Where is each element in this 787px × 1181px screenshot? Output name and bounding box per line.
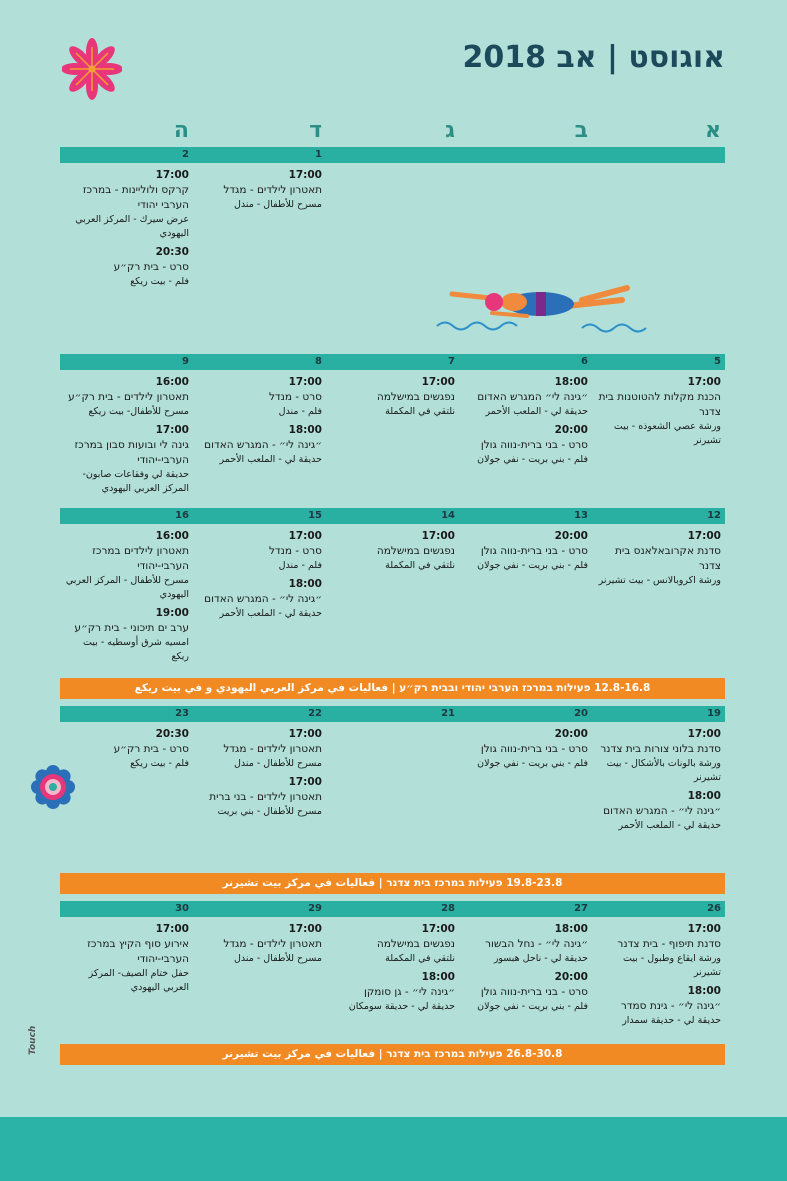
day-number: 20 — [574, 708, 588, 719]
event-title: סדנת בלוני צורות בית צדנר — [600, 743, 721, 755]
day-number: 9 — [182, 356, 189, 367]
weekday-sunday: א — [704, 118, 721, 143]
weekday-tuesday: ג — [445, 118, 455, 143]
event-title: סרט - מנדל — [268, 545, 322, 557]
day-cell — [63, 375, 189, 500]
event-title: ״גינה לי״ - המגרש האדום — [204, 593, 322, 605]
event-subtitle: فلم - مندل — [278, 560, 322, 571]
event — [63, 375, 189, 419]
event-subtitle: حديقة لي وفقاعات صابون- المركز العربي اليهودي — [82, 469, 189, 494]
event — [63, 922, 189, 995]
event — [196, 375, 322, 419]
event-time: 17:00 — [288, 530, 322, 542]
event-time: 16:00 — [155, 530, 189, 542]
day-cell — [462, 922, 588, 1018]
day-cell — [595, 727, 721, 837]
event-title: סדנת אקרובאלאנס בית צדנר — [615, 545, 721, 572]
day-number: 8 — [315, 356, 322, 367]
event-title: תאטרון לילדים - מגדל — [223, 743, 322, 755]
day-cell — [329, 529, 455, 577]
event-subtitle: نلتقي في المكملة — [385, 953, 455, 964]
day-number: 7 — [448, 356, 455, 367]
week-bar — [60, 508, 725, 524]
event-title: תאטרון לילדים - מגדל — [223, 184, 322, 196]
activity-banner: 19.8-23.8 פעילות במרכז בית צדנר | فعاليات في مركز بيت تشيرنر — [60, 873, 725, 894]
event-title: ״גינה לי״ - נחל הבשור — [485, 938, 588, 950]
event-time: 20:30 — [155, 728, 189, 740]
day-cell — [196, 727, 322, 823]
event-title: סרט - מנדל — [268, 391, 322, 403]
event-subtitle: فلم - بيت ريكع — [130, 276, 189, 287]
event-title: סדנת תיפוף - בית צדנר — [617, 938, 721, 950]
day-number: 1 — [315, 149, 322, 160]
event — [595, 922, 721, 980]
event-time: 17:00 — [687, 376, 721, 388]
day-number: 21 — [441, 708, 455, 719]
event — [196, 922, 322, 966]
event — [196, 775, 322, 819]
event-time: 16:00 — [155, 376, 189, 388]
event-subtitle: ورشة اكروبالانس - بيت تشيرنر — [598, 575, 721, 586]
event-subtitle: حديقة لي - الملعب الأحمر — [219, 608, 322, 619]
event-time: 20:00 — [554, 728, 588, 740]
event-time: 17:00 — [288, 923, 322, 935]
event-title: סרט - בני ברית-נווה גולן — [480, 439, 588, 451]
event-title: גינה לי ובועות סבון במרכז הערבי-יהודי — [74, 439, 189, 466]
event-subtitle: نلتقي في المكملة — [385, 406, 455, 417]
footer-band — [0, 1117, 787, 1181]
event-title: סרט - בני ברית-נווה גולן — [480, 743, 588, 755]
swimmer-illustration — [432, 278, 662, 336]
event-title: סרט - בית רק״ע — [113, 743, 189, 755]
event — [196, 168, 322, 212]
event-time: 20:00 — [554, 971, 588, 983]
day-number: 29 — [308, 903, 322, 914]
event-subtitle: فلم - بني بريت - نفي جولان — [477, 454, 588, 465]
day-number: 27 — [574, 903, 588, 914]
weekday-monday: ב — [574, 118, 588, 143]
event-time: 18:00 — [687, 790, 721, 802]
event-title: קרקס ולוליינות - במרכז הערבי יהודי — [82, 184, 189, 211]
weekday-header — [60, 118, 725, 144]
event-time: 17:00 — [687, 728, 721, 740]
day-cell — [196, 168, 322, 216]
event — [63, 529, 189, 602]
event — [329, 922, 455, 966]
event-time: 17:00 — [687, 530, 721, 542]
event — [63, 168, 189, 241]
day-number: 16 — [175, 510, 189, 521]
event-subtitle: حديقة لي - ناحل هبسور — [493, 953, 588, 964]
event-time: 18:00 — [554, 376, 588, 388]
event-subtitle: امسيه شرق أوسطيه - بيت ريكع — [82, 637, 189, 662]
event-subtitle: حديقة لي - حديقة سمدار — [622, 1015, 721, 1026]
event-time: 20:30 — [155, 246, 189, 258]
day-number: 30 — [175, 903, 189, 914]
day-number: 28 — [441, 903, 455, 914]
day-number — [326, 147, 459, 163]
event-subtitle: حديقة لي - حديقة سومكان — [348, 1001, 455, 1012]
event-title: תאטרון לילדים במרכז הערבי-יהודי — [92, 545, 189, 572]
event-subtitle: ورشة ايقاع وطبول - بيت تشيرنر — [622, 953, 721, 978]
day-cell — [196, 529, 322, 625]
event-title: ״גינה לי״ המגרש האדום — [477, 391, 588, 403]
event-subtitle: مسرح للأطفال - مندل — [234, 758, 322, 769]
day-number: 12 — [707, 510, 721, 521]
event — [462, 423, 588, 467]
event-subtitle: فلم - بني بريت - نفي جولان — [477, 1001, 588, 1012]
day-number: 13 — [574, 510, 588, 521]
day-number: 5 — [714, 356, 721, 367]
day-cell — [462, 375, 588, 471]
day-number: 23 — [175, 708, 189, 719]
event-subtitle: ورشة عصي الشعوذه - بيت تشيرنر — [613, 421, 721, 446]
event — [196, 727, 322, 771]
event-subtitle: حديقة لي - الملعب الأحمر — [618, 820, 721, 831]
event-subtitle: عرض سيرك - المركز العربي اليهودي — [75, 214, 189, 239]
event-title: ״גינה לי״ - גינת סמדר — [620, 1000, 721, 1012]
event-title: סרט - בני ברית-נווה גולן — [480, 986, 588, 998]
event-time: 17:00 — [155, 923, 189, 935]
event-time: 18:00 — [288, 424, 322, 436]
day-cell — [196, 922, 322, 970]
day-cell — [63, 529, 189, 668]
day-number: 6 — [581, 356, 588, 367]
day-number: 15 — [308, 510, 322, 521]
flower-icon — [62, 38, 122, 100]
day-cell — [462, 529, 588, 577]
event-subtitle: ورشة بالونات بالأشكال - بيت تشيرنر — [606, 758, 721, 783]
event-title: סרט - בית רק״ע — [113, 261, 189, 273]
event-subtitle: حفل ختام الصيف- المركز العربي اليهودي — [88, 968, 189, 993]
week-bar — [60, 147, 725, 163]
event-subtitle: حديقة لي - الملعب الأحمر — [219, 454, 322, 465]
event-subtitle: مسرح للأطفال - مندل — [234, 199, 322, 210]
event-time: 17:00 — [687, 923, 721, 935]
event — [196, 529, 322, 573]
day-cell — [595, 375, 721, 452]
event-subtitle: مسرح للأطفال- بيت ريكع — [88, 406, 189, 417]
event-time: 20:00 — [554, 530, 588, 542]
event-subtitle: فلم - بني بريت - نفي جولان — [477, 758, 588, 769]
week-bar — [60, 706, 725, 722]
event-title: תאטרון לילדים - בני ברית — [209, 791, 322, 803]
event-time: 17:00 — [288, 169, 322, 181]
week-bar — [60, 354, 725, 370]
event — [462, 727, 588, 771]
side-label: Touch — [28, 1025, 38, 1055]
event-title: ״גינה לי״ - המגרש האדום — [204, 439, 322, 451]
event-title: ״גינה לי״ - המגרש האדום — [603, 805, 721, 817]
day-cell — [63, 727, 189, 775]
event-title: נפגשים במישלמה — [376, 391, 455, 403]
event-subtitle: مسرح للأطفال - بني بريت — [217, 806, 322, 817]
event-time: 17:00 — [288, 728, 322, 740]
event-subtitle: نلتقي في المكملة — [385, 560, 455, 571]
weekday-thursday: ה — [173, 118, 189, 143]
event-time: 17:00 — [421, 376, 455, 388]
event — [595, 529, 721, 588]
day-cell — [329, 375, 455, 423]
event-subtitle: فلم - مندل — [278, 406, 322, 417]
day-cell — [595, 529, 721, 592]
event — [595, 789, 721, 833]
page-title: אוגוסט | אב 2018 — [462, 40, 725, 75]
event — [595, 984, 721, 1028]
day-number — [592, 147, 725, 163]
event-time: 18:00 — [288, 578, 322, 590]
event-time: 17:00 — [155, 169, 189, 181]
event-time: 18:00 — [687, 985, 721, 997]
day-cell — [595, 922, 721, 1032]
event-time: 17:00 — [421, 530, 455, 542]
day-cell — [462, 727, 588, 775]
event-subtitle: مسرح للأطفال - المركز العربي اليهودي — [65, 575, 189, 600]
event-time: 18:00 — [554, 923, 588, 935]
event-time: 17:00 — [421, 923, 455, 935]
event — [63, 606, 189, 664]
event — [462, 970, 588, 1014]
event — [595, 727, 721, 785]
event-title: אירוע סוף הקיץ במרכז הערבי-יהודי — [87, 938, 189, 965]
event — [462, 375, 588, 419]
event — [329, 375, 455, 419]
event — [196, 423, 322, 467]
event-title: תאטרון לילדים - מגדל — [223, 938, 322, 950]
day-number: 19 — [707, 708, 721, 719]
day-cell — [63, 168, 189, 293]
day-number: 2 — [182, 149, 189, 160]
event-time: 17:00 — [155, 424, 189, 436]
activity-banner: 26.8-30.8 פעילות במרכז בית צדנר | فعاليات في مركز بيت تشيرنر — [60, 1044, 725, 1065]
event — [63, 423, 189, 496]
weekday-wednesday: ד — [309, 118, 322, 143]
event — [63, 727, 189, 771]
event-title: נפגשים במישלמה — [376, 938, 455, 950]
day-number — [459, 147, 592, 163]
event-title: הכנת מקלות להטוטנות בית צדנר — [598, 391, 721, 418]
day-cell — [63, 922, 189, 999]
event — [196, 577, 322, 621]
event — [462, 529, 588, 573]
event-subtitle: فلم - بيت ريكع — [130, 758, 189, 769]
event — [329, 970, 455, 1014]
activity-banner: 12.8-16.8 פעילות במרכז הערבי יהודי ובבית רק״ע | فعاليات في مركز العربي اليهودي و في بيت ريكع — [60, 678, 725, 699]
event-time: 17:00 — [288, 376, 322, 388]
event-title: תאטרון לילדים - בית רק״ע — [68, 391, 189, 403]
day-number: 22 — [308, 708, 322, 719]
event-subtitle: مسرح للأطفال - مندل — [234, 953, 322, 964]
event-subtitle: حديقة لي - الملعب الأحمر — [485, 406, 588, 417]
day-number: 26 — [707, 903, 721, 914]
week-bar — [60, 901, 725, 917]
event — [595, 375, 721, 448]
event-time: 18:00 — [421, 971, 455, 983]
day-cell — [196, 375, 322, 471]
event — [329, 529, 455, 573]
event-title: ״גינה לי״ - גן סומקן — [363, 986, 455, 998]
event-time: 19:00 — [155, 607, 189, 619]
event — [63, 245, 189, 289]
day-number: 14 — [441, 510, 455, 521]
event-subtitle: فلم - بني بريت - نفي جولان — [477, 560, 588, 571]
event-time: 20:00 — [554, 424, 588, 436]
event — [462, 922, 588, 966]
day-cell — [329, 922, 455, 1018]
event-title: ערב ים תיכוני - בית רק״ע — [74, 622, 189, 634]
event-title: נפגשים במישלמה — [376, 545, 455, 557]
event-time: 17:00 — [288, 776, 322, 788]
event-title: סרט - בני ברית-נווה גולן — [480, 545, 588, 557]
